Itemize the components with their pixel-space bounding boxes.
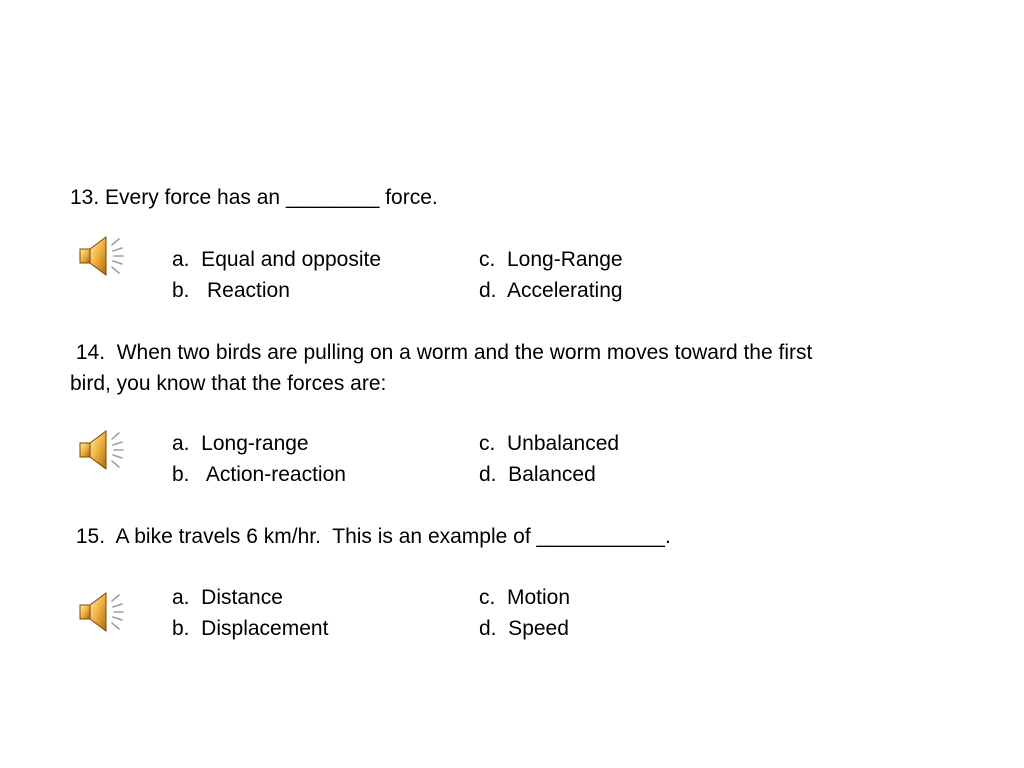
option-c: c. Motion xyxy=(479,586,571,609)
speaker-icon[interactable] xyxy=(76,231,126,281)
option-b: b. Reaction xyxy=(172,279,290,302)
question-14-prompt-line-1: 14. When two birds are pulling on a worm and the worm moves toward the first xyxy=(70,341,813,364)
option-a: a. Distance xyxy=(172,586,283,609)
option-d: d. Speed xyxy=(479,617,569,640)
option-d: d. Balanced xyxy=(479,463,596,486)
option-a: a. Equal and opposite xyxy=(172,248,381,271)
option-a: a. Long-range xyxy=(172,432,309,455)
speaker-icon[interactable] xyxy=(76,425,126,475)
question-14-prompt-line-2: bird, you know that the forces are: xyxy=(70,372,387,395)
speaker-icon[interactable] xyxy=(76,587,126,637)
option-d: d. Accelerating xyxy=(479,279,623,302)
option-b: b. Displacement xyxy=(172,617,329,640)
question-13-prompt: 13. Every force has an ________ force. xyxy=(70,186,438,209)
question-15-prompt: 15. A bike travels 6 km/hr. This is an example of ___________. xyxy=(70,525,671,548)
option-b: b. Action-reaction xyxy=(172,463,346,486)
option-c: c. Unbalanced xyxy=(479,432,620,455)
option-c: c. Long-Range xyxy=(479,248,623,271)
